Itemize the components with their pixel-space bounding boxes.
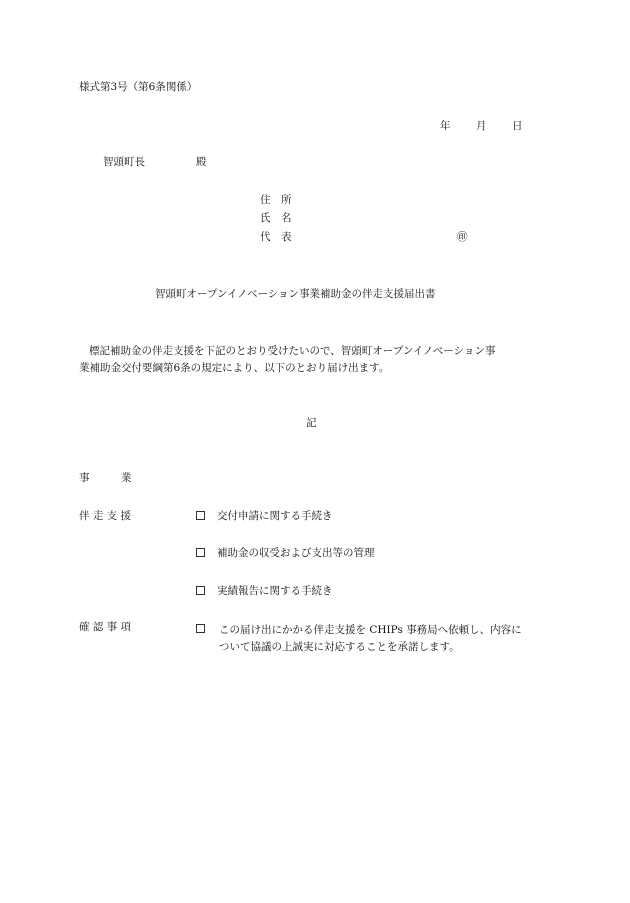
ki-heading: 記 [306, 417, 317, 429]
addressee-name: 智頭町長 [103, 156, 145, 168]
confirm-line-1: この届け出にかかる伴走支援を CHIPs 事務局へ依頼し、内容に [219, 624, 522, 636]
body-line-2: 業補助金交付要綱第6条の規定により、以下のとおり届け出ます。 [79, 362, 390, 374]
applicant-address-label: 住 所 [260, 194, 292, 206]
date-day-label: 日 [512, 120, 523, 132]
body-line-1: 標記補助金の伴走支援を下記のとおり受けたいので、智頭町オープンイノベーション事 [89, 345, 496, 357]
support-item-application[interactable] [196, 511, 333, 522]
project-label: 事 業 [79, 472, 132, 484]
confirm-line-2: ついて協議の上誠実に対応することを承諾します。 [219, 641, 460, 653]
date-month-label: 月 [476, 120, 487, 132]
seal-mark: ㊞ [457, 231, 468, 243]
support-item-label: 交付申請に関する手続き [217, 510, 333, 522]
form-number: 様式第3号（第6条関係） [79, 81, 198, 93]
document-title: 智頭町オープンイノベーション事業補助金の伴走支援届出書 [155, 288, 436, 300]
addressee-honorific: 殿 [196, 156, 207, 168]
applicant-name-label: 氏 名 [260, 212, 292, 224]
applicant-representative-label: 代 表 [260, 231, 292, 243]
support-item-report[interactable] [196, 586, 333, 597]
support-item-label: 補助金の収受および支出等の管理 [217, 547, 375, 559]
body-paragraph [79, 343, 549, 377]
checkbox-icon[interactable] [196, 624, 205, 633]
support-item-label: 実績報告に関する手続き [217, 585, 333, 597]
checkbox-icon[interactable] [196, 548, 205, 557]
checkbox-icon[interactable] [196, 586, 205, 595]
date-year-label: 年 [440, 120, 451, 132]
support-item-fund-management[interactable] [196, 548, 375, 559]
support-label: 伴 走 支 援 [79, 510, 132, 522]
confirm-text [219, 622, 522, 656]
checkbox-icon[interactable] [196, 511, 205, 520]
confirm-label: 確 認 事 項 [79, 621, 132, 633]
